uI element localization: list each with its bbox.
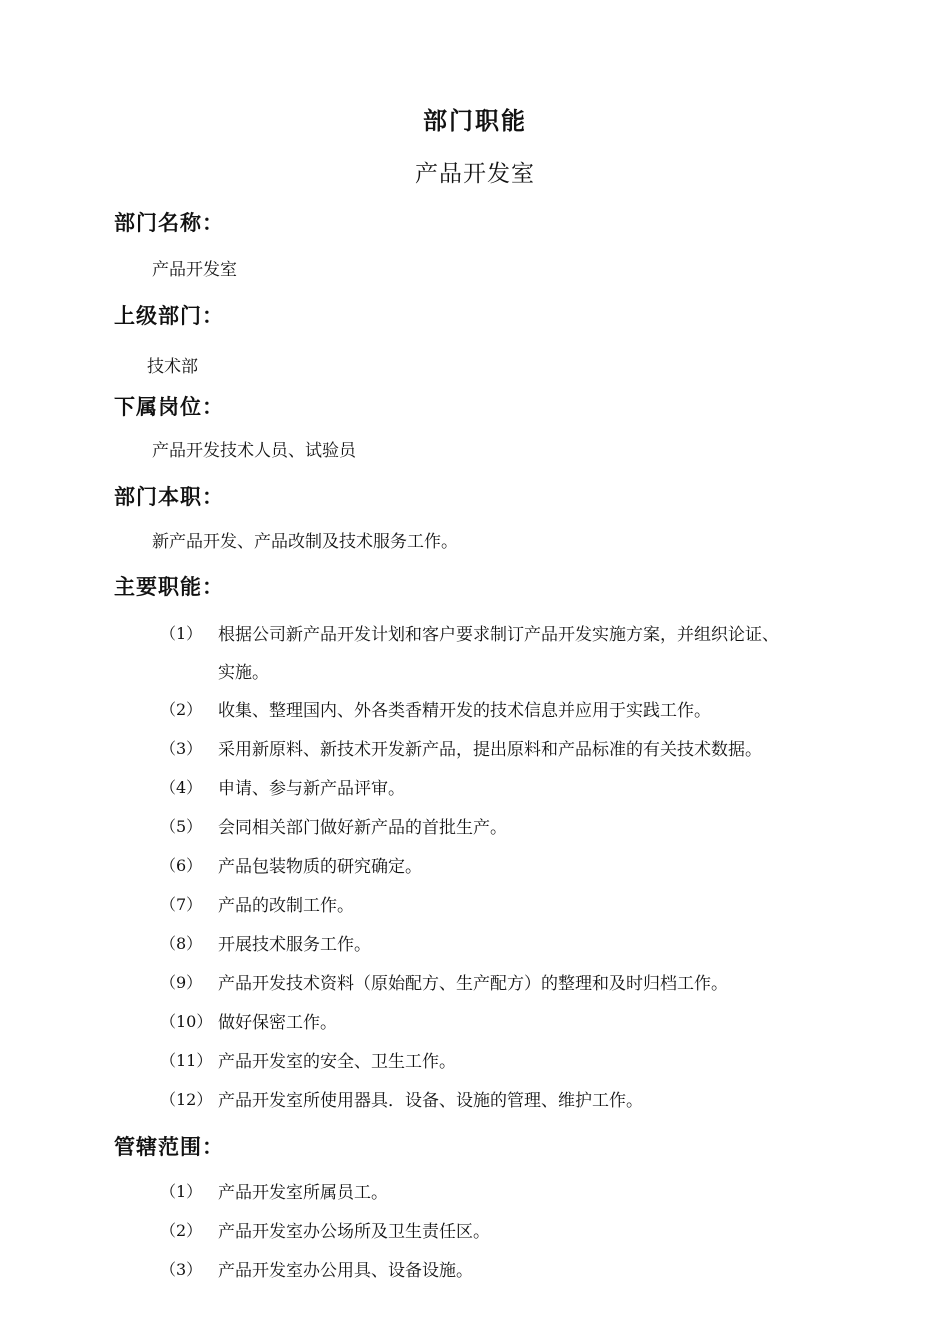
list-item-number: （3） [160,1260,203,1279]
list-item-number: （7） [160,895,203,914]
page-title: 部门职能 [423,107,527,135]
list-item: 产品开发室所使用器具．设备、设施的管理、维护工作。 [218,1091,643,1111]
list-item: 产品的改制工作。 [218,896,354,916]
list-item-continuation: 实施。 [218,663,269,683]
sub-positions-value: 产品开发技术人员、试验员 [152,441,356,461]
list-item: 申请、参与新产品评审。 [218,779,405,799]
list-item: 产品包装物质的研究确定。 [218,857,422,877]
list-item-number: （2） [160,700,203,719]
page-subtitle: 产品开发室 [415,161,535,187]
list-item: 做好保密工作。 [218,1013,337,1033]
list-item-number: （5） [160,817,203,836]
list-item-number: （1） [160,1182,203,1201]
scope-heading: 管辖范围： [114,1135,224,1159]
list-item: 收集、整理国内、外各类香精开发的技术信息并应用于实践工作。 [218,701,711,721]
list-item-number: （12） [160,1090,213,1109]
list-item-number: （9） [160,973,203,992]
list-item: 产品开发室所属员工。 [218,1183,388,1203]
list-item-number: （6） [160,856,203,875]
sub-positions-heading: 下属岗位： [114,395,224,419]
duty-heading: 部门本职： [114,485,224,509]
list-item-number: （1） [160,624,203,643]
list-item: 产品开发室的安全、卫生工作。 [218,1052,456,1072]
list-item: 产品开发技术资料（原始配方、生产配方）的整理和及时归档工作。 [218,974,728,994]
list-item-number: （11） [160,1051,213,1070]
list-item: 会同相关部门做好新产品的首批生产。 [218,818,507,838]
list-item-number: （10） [160,1012,213,1031]
list-item: 采用新原料、新技术开发新产品，提出原料和产品标准的有关技术数据。 [218,740,762,760]
list-item-number: （4） [160,778,203,797]
parent-dept-value: 技术部 [147,357,198,377]
list-item-number: （8） [160,934,203,953]
list-item: 产品开发室办公用具、设备设施。 [218,1261,473,1281]
parent-dept-heading: 上级部门： [114,304,224,328]
dept-name-value: 产品开发室 [152,260,237,280]
list-item-number: （3） [160,739,203,758]
list-item: 根据公司新产品开发计划和客户要求制订产品开发实施方案，并组织论证、 [218,625,779,645]
dept-name-heading: 部门名称： [114,211,224,235]
list-item: 产品开发室办公场所及卫生责任区。 [218,1222,490,1242]
list-item: 开展技术服务工作。 [218,935,371,955]
functions-heading: 主要职能： [114,575,224,599]
duty-value: 新产品开发、产品改制及技术服务工作。 [152,532,458,552]
list-item-number: （2） [160,1221,203,1240]
